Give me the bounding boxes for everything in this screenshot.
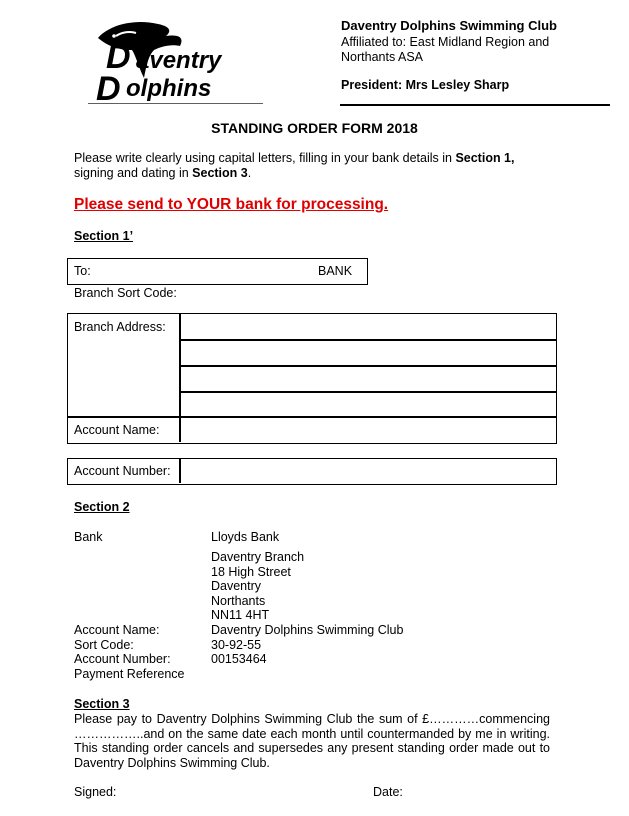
affiliation bbox=[341, 35, 571, 64]
s2-sort-code-value: 30-92-55 bbox=[211, 637, 262, 652]
to-label: To: bbox=[74, 264, 91, 278]
affiliation-line2: Northants ASA bbox=[341, 49, 423, 64]
logo-text-dolphins: olphins bbox=[126, 75, 212, 102]
date-label: Date: bbox=[373, 785, 403, 799]
s2-labels bbox=[74, 623, 184, 681]
intro-part2: signing and dating in bbox=[74, 166, 193, 180]
sort-code-label: Branch Sort Code: bbox=[74, 286, 177, 300]
header-divider bbox=[340, 104, 610, 106]
s2-address-line: Daventry bbox=[211, 579, 262, 593]
s2-account-name-value: Daventry Dolphins Swimming Club bbox=[211, 623, 404, 637]
account-name-input[interactable] bbox=[181, 418, 557, 442]
to-bank-field[interactable] bbox=[67, 258, 368, 285]
s2-account-number-label: Account Number: bbox=[74, 652, 171, 666]
intro-part3: . bbox=[247, 166, 252, 180]
s2-address-line: Daventry Branch bbox=[211, 550, 305, 564]
s2-address-line: 18 High Street bbox=[211, 564, 291, 579]
bank-label: BANK bbox=[318, 264, 353, 278]
intro-text bbox=[74, 151, 554, 181]
s2-account-number-value: 00153464 bbox=[211, 652, 267, 666]
s2-address-line: NN11 4HT bbox=[211, 608, 270, 622]
account-number-label: Account Number: bbox=[74, 464, 171, 478]
section3-heading: Section 3 bbox=[74, 697, 130, 711]
s2-address-line: Northants bbox=[211, 593, 266, 608]
s2-bank-value: Lloyds Bank bbox=[211, 530, 280, 544]
warning-text: Please send to YOUR bank for processing. bbox=[74, 196, 389, 213]
club-logo bbox=[88, 16, 263, 104]
s2-account-name-label: Account Name: bbox=[74, 623, 160, 637]
club-name: Daventry Dolphins Swimming Club bbox=[341, 18, 557, 33]
affiliation-line1: Affiliated to: East Midland Region and bbox=[341, 35, 550, 49]
account-number-input[interactable] bbox=[181, 459, 557, 483]
president: President: Mrs Lesley Sharp bbox=[341, 78, 510, 92]
branch-address-line3-input[interactable] bbox=[181, 367, 557, 391]
logo-text-daventry: aventry bbox=[136, 47, 222, 74]
s2-payment-reference-label: Payment Reference bbox=[74, 666, 185, 681]
s2-address bbox=[211, 550, 304, 623]
section2-heading: Section 2 bbox=[74, 500, 130, 514]
s2-bank-label: Bank bbox=[74, 530, 103, 544]
intro-bold2: Section 3 bbox=[192, 166, 248, 180]
signed-label: Signed: bbox=[74, 785, 117, 799]
intro-part1: Please write clearly using capital letters, filling in your bank details in bbox=[74, 151, 456, 165]
branch-address-line1-input[interactable] bbox=[181, 314, 557, 339]
branch-address-line2-input[interactable] bbox=[181, 341, 557, 365]
account-name-label: Account Name: bbox=[74, 423, 160, 437]
branch-address-label: Branch Address: bbox=[74, 320, 166, 334]
logo-letter-d-bottom: D bbox=[96, 70, 121, 104]
form-title: STANDING ORDER FORM 2018 bbox=[211, 120, 418, 136]
branch-address-block bbox=[67, 313, 557, 444]
section3-text: Please pay to Daventry Dolphins Swimming Club the sum of £…………commencing ……………..and on the same date each month until countermanded by me in writing. This standing order cancels and supersedes any present standing order made out to Daventry Dolphins Swimming Club. bbox=[74, 712, 550, 770]
section1-heading: Section 1’ bbox=[74, 229, 134, 243]
account-number-block bbox=[67, 458, 557, 485]
branch-address-line4-input[interactable] bbox=[181, 393, 557, 416]
intro-bold1: Section 1, bbox=[455, 151, 515, 165]
logo-letter-d-top: D bbox=[106, 38, 131, 76]
s2-sort-code-label: Sort Code: bbox=[74, 637, 134, 652]
s2-values bbox=[211, 623, 403, 667]
